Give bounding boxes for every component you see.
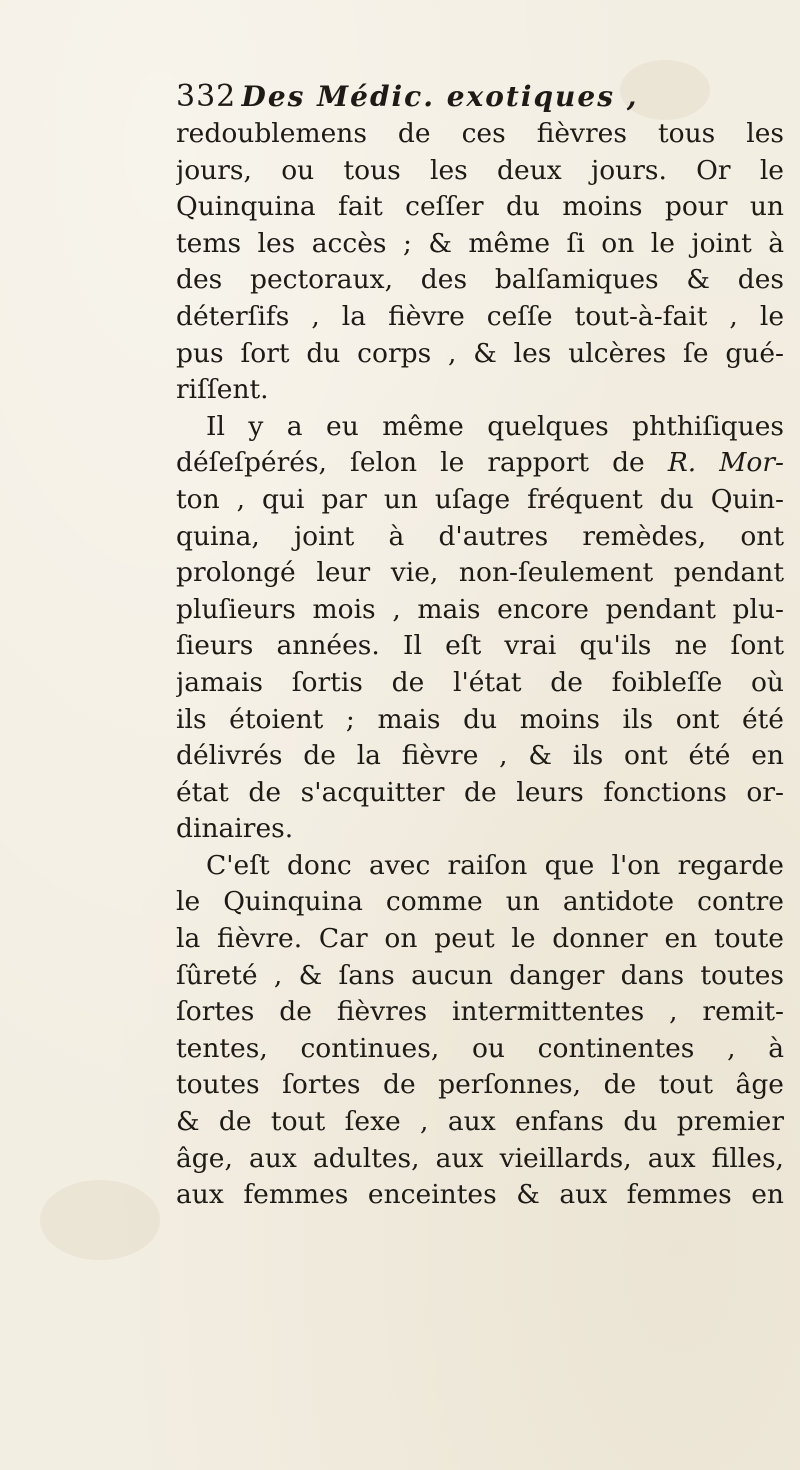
text-line: toutes ſortes de perſonnes, de tout âge (176, 1069, 784, 1101)
text-line: le Quinquina comme un antidote contre (176, 886, 784, 918)
body-text (176, 116, 784, 1214)
text-line: ils étoient ; mais du moins ils ont été (176, 703, 784, 735)
text-line: prolongé leur vie, non-ſeulement pendant (176, 557, 784, 589)
text-line: redoublemens de ces fièvres tous les (176, 118, 784, 149)
text-line: jours, ou tous les deux jours. Or le (176, 154, 784, 186)
page-number: 332 (176, 79, 237, 114)
text-line: des pectoraux, des balſamiques & des (176, 264, 784, 296)
text-line: la fièvre. Car on peut le donner en toute (176, 923, 784, 955)
text-line: âge, aux adultes, aux vieillards, aux filles, (176, 1142, 784, 1174)
text-line: tems les accès ; & même ſi on le joint à (176, 227, 784, 259)
text-line: jamais ſortis de l'état de foibleſſe où (176, 666, 784, 698)
text-line: état de s'acquitter de leurs fonctions or- (176, 776, 784, 808)
text-line: pluſieurs mois , mais encore pendant plu- (176, 593, 784, 625)
text-line: & de tout ſexe , aux enfans du premier (176, 1106, 784, 1138)
text-line: tentes, continues, ou continentes , à (176, 1032, 784, 1064)
text-line-segment: déſeſpérés, ſelon le rapport de (176, 447, 645, 479)
running-title: Des Médic. exotiques , (241, 80, 639, 113)
text-line: C'eſt donc avec raiſon que l'on regarde (206, 849, 784, 881)
text-line: Il y a eu même quelques phthiſiques (206, 410, 784, 442)
running-header (176, 74, 776, 120)
text-line: délivrés de la fièvre , & ils ont été en (176, 740, 784, 772)
text-line: quina, joint à d'autres remèdes, ont (176, 520, 784, 552)
text-line: Quinquina fait ceſſer du moins pour un (176, 191, 784, 223)
text-line: aux femmes enceintes & aux femmes en (176, 1179, 784, 1211)
author-citation: R. Mor- (667, 447, 784, 479)
text-line: ſûreté , & ſans aucun danger dans toutes (176, 959, 784, 991)
text-line: ſortes de fièvres intermittentes , remit- (176, 996, 784, 1028)
text-line-with-citation (176, 445, 784, 482)
text-line: déterſifs , la fièvre ceſſe tout-à-fait , le (176, 300, 784, 332)
text-line: dinaires. (176, 813, 294, 845)
text-line: ton , qui par un uſage fréquent du Quin- (176, 483, 784, 515)
text-line: pus ſort du corps , & les ulcères ſe gué- (176, 337, 784, 369)
text-line: ſieurs années. Il eſt vrai qu'ils ne ſont (176, 630, 784, 662)
paper-stain (40, 1180, 160, 1260)
text-line: riſſent. (176, 374, 269, 406)
